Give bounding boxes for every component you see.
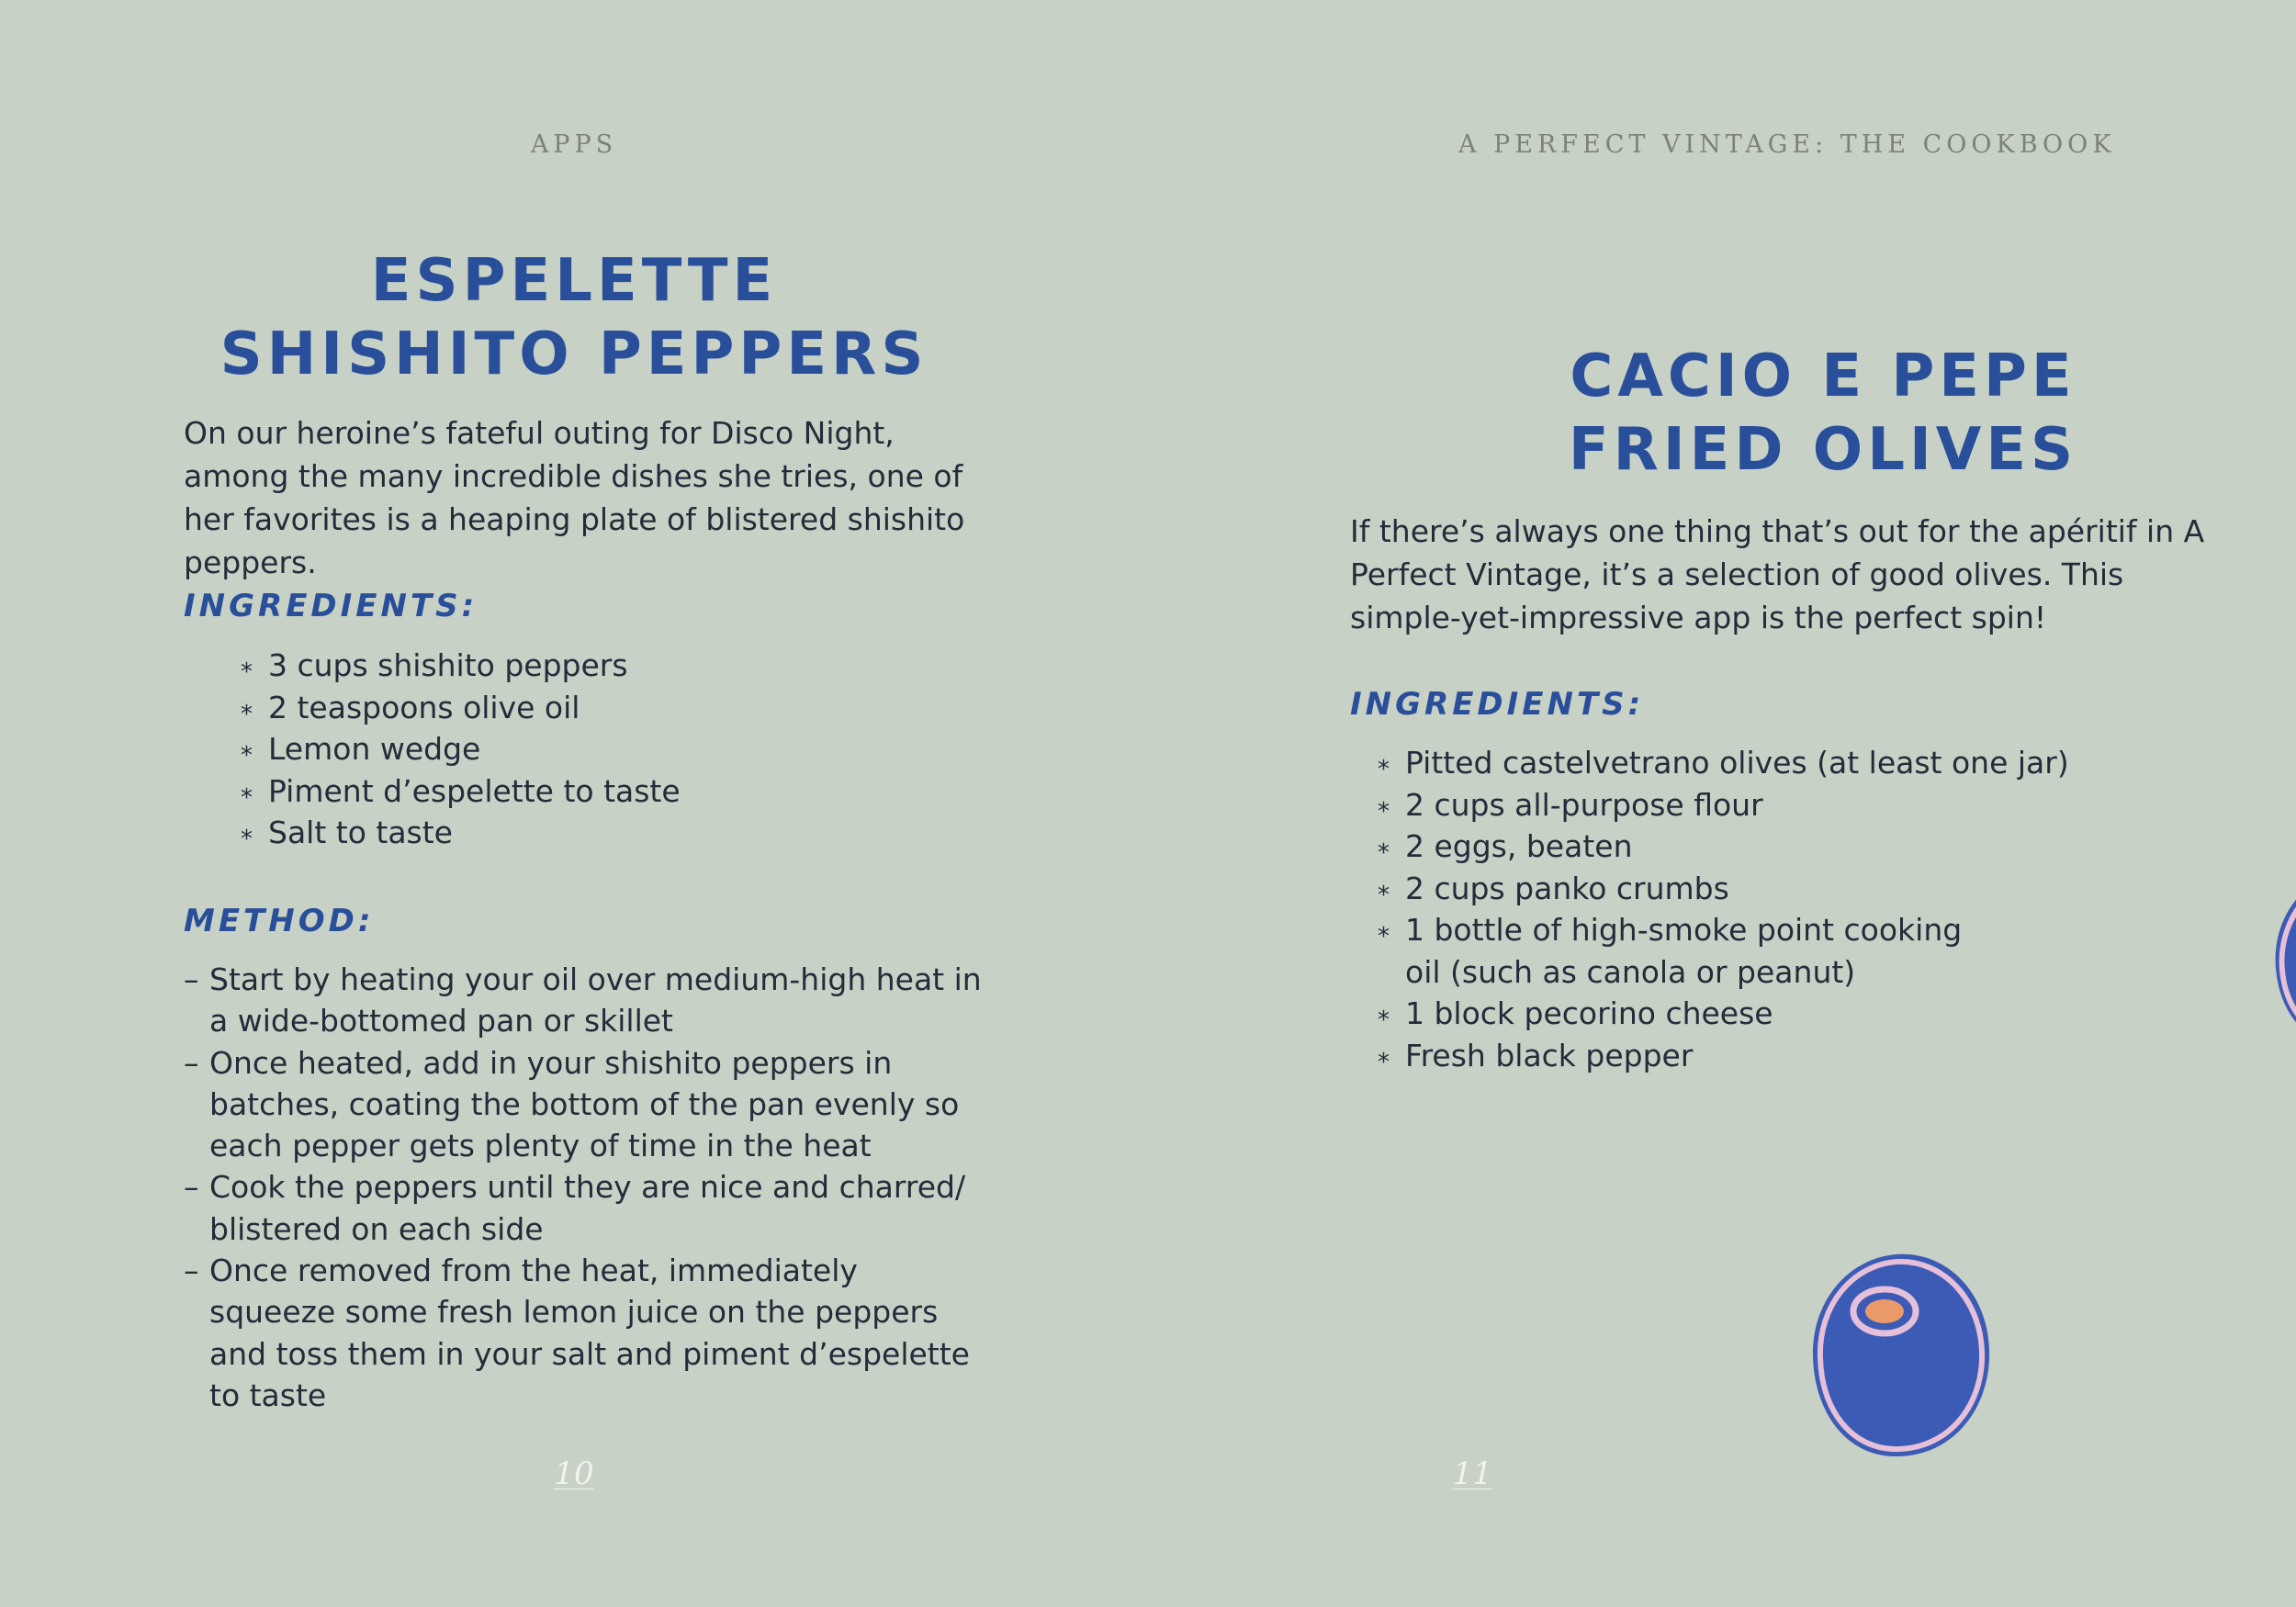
method-label: METHOD: [184,903,375,939]
running-head-right: A PERFECT VINTAGE: THE COOKBOOK [1458,130,2116,159]
bullet-asterisk-icon: ⁎ [241,776,253,804]
recipe-intro: If there’s always one thing that’s out for the apéritif in A Perfect Vintage, it’s a selection of good olives. This simple-yet-impressive app is the perfect spin! [1350,513,2205,635]
ingredient-item: ⁎ Salt to taste [241,812,957,854]
ingredients-list [1378,742,2186,1076]
ingredient-item: ⁎ Piment d’espelette to taste [241,770,957,813]
method-step: – Once removed from the heat, immediately squeeze some fresh lemon juice on the peppers and toss them in your salt and piment d’espelette to taste [184,1253,970,1413]
ingredient-item: ⁎ Pitted castelvetrano olives (at least one jar) [1378,742,2186,784]
bullet-asterisk-icon: ⁎ [1378,790,1390,818]
title-line: CACIO E PEPE [1570,343,2077,410]
recipe-intro: On our heroine’s fateful outing for Disco Night, among the many incredible dishes she tries, one of her favorites is a heaping plate of blistered shishito peppers. [184,415,965,580]
page-number-right: 11 [1452,1455,1492,1492]
title-line: ESPELETTE [370,247,778,315]
bullet-asterisk-icon: ⁎ [1378,916,1390,943]
method-step: – Once heated, add in your shishito peppers in batches, coating the bottom of the pan evenly so each pepper gets plenty of time in the heat [184,1044,960,1164]
title-line: FRIED OLIVES [1568,416,2078,484]
bullet-asterisk-icon: ⁎ [1378,748,1390,776]
bullet-asterisk-icon: ⁎ [1378,1040,1390,1069]
method-step: – Cook the peppers until they are nice and charred/ blistered on each side [184,1169,966,1247]
running-head-left: APPS [530,130,618,159]
bullet-asterisk-icon: ⁎ [241,735,253,762]
ingredient-item: ⁎ Lemon wedge [241,728,957,770]
page-number-left: 10 [554,1455,594,1492]
bullet-asterisk-icon: ⁎ [241,692,253,721]
method-list [184,959,992,1416]
olive-illustration [1809,1249,1993,1460]
bullet-asterisk-icon: ⁎ [1378,999,1390,1027]
ingredient-item: ⁎ 2 cups all-purpose flour [1378,784,2186,826]
ingredients-list [241,645,957,854]
method-step: – Start by heating your oil over medium-high heat in a wide-bottomed pan or skillet [184,961,982,1039]
ingredient-item: ⁎ 2 cups panko crumbs [1378,868,2186,910]
bullet-asterisk-icon: ⁎ [1378,873,1390,902]
recipe-title-espelette [147,244,1001,391]
recipe-title-cacio-e-pepe [1359,340,2287,487]
right-page [1148,0,2296,1607]
olive-illustration [2270,859,2296,1056]
ingredient-item: ⁎ 1 bottle of high-smoke point cooking oil (such as canola or peanut) [1378,909,1993,993]
ingredient-item: ⁎ 2 teaspoons olive oil [241,687,957,729]
ingredient-item: ⁎ 2 eggs, beaten [1378,826,2186,868]
bullet-asterisk-icon: ⁎ [241,651,253,679]
ingredients-label: INGREDIENTS: [184,588,478,624]
ingredient-item: ⁎ Fresh black pepper [1378,1035,2186,1077]
bullet-asterisk-icon: ⁎ [241,818,253,846]
ingredient-item: ⁎ 1 block pecorino cheese [1378,993,2186,1035]
bullet-asterisk-icon: ⁎ [1378,832,1390,860]
ingredient-item: ⁎ 3 cups shishito peppers [241,645,957,687]
ingredients-label: INGREDIENTS: [1350,686,1645,723]
title-line: SHISHITO PEPPERS [219,320,929,388]
